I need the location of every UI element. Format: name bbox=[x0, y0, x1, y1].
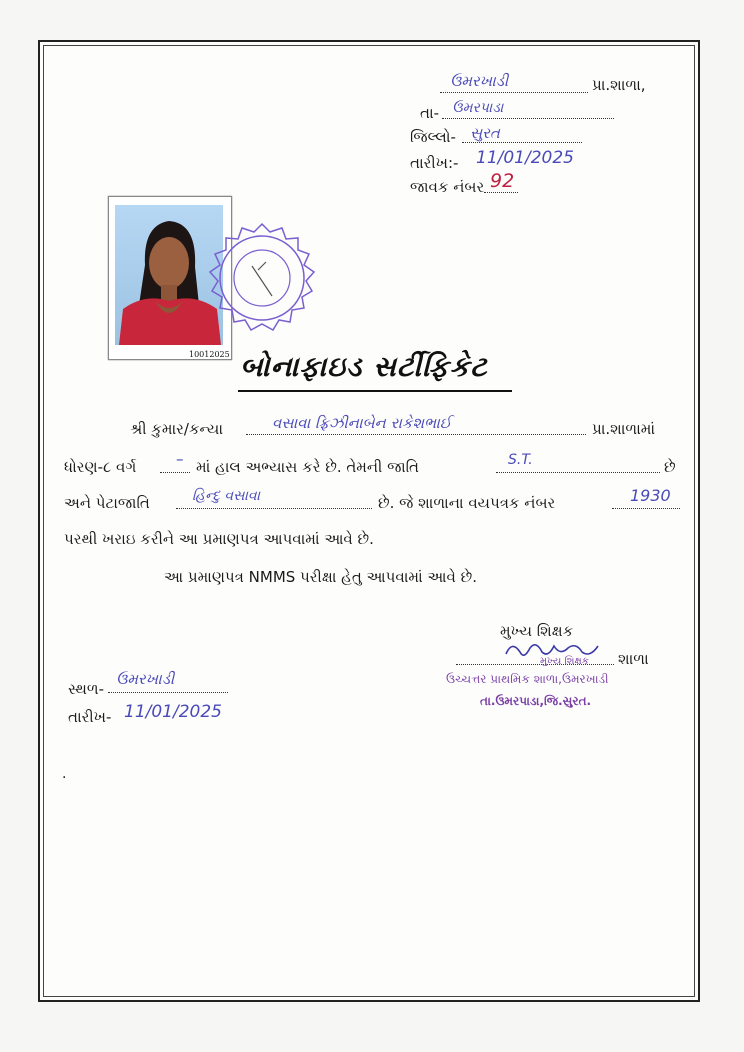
student-name: વસાવા ફ્રિઝીનાબેન રાકેશભાઈ bbox=[272, 414, 452, 432]
title-underline bbox=[238, 390, 512, 392]
district-line bbox=[462, 142, 582, 143]
place-value: ઉમરખાડી bbox=[116, 670, 175, 688]
place-line bbox=[108, 692, 228, 693]
body-line2-mid: માં હાલ અભ્યાસ કરે છે. તેમની જાતિ bbox=[196, 458, 419, 476]
stamp-school-name: ઉચ્ચત્તર પ્રાથમિક શાળા,ઉમરખાડી bbox=[446, 672, 609, 686]
school-name-line bbox=[440, 92, 588, 93]
register-line bbox=[612, 508, 680, 509]
body-line1-prefix: શ્રી કુમાર/કન્યા bbox=[130, 420, 224, 438]
student-name-line bbox=[246, 434, 586, 435]
body-line2-suffix: છે bbox=[664, 458, 676, 476]
district-value: સુરત bbox=[470, 124, 500, 142]
school-seal-stamp bbox=[196, 222, 328, 346]
district-label: જિલ્લો- bbox=[410, 128, 456, 146]
stamp-address: તા.ઉમરપાડા,જિ.સુરત. bbox=[480, 694, 592, 708]
outward-number-value: 92 bbox=[490, 170, 515, 192]
body-line5: આ પ્રમાણપત્ર NMMS પરીક્ષા હેતુ આપવામાં આવે છે. bbox=[164, 568, 477, 586]
body-line3-mid: છે. જે શાળાના વયપત્રક નંબર bbox=[378, 494, 556, 512]
date-label: તારીખ:- bbox=[410, 154, 459, 172]
body-line3-prefix: અને પેટાજાતિ bbox=[64, 494, 150, 512]
division-value: – bbox=[176, 450, 184, 468]
subcaste-value: હિન્દુ વસાવા bbox=[192, 488, 261, 504]
taluka-label: તા- bbox=[420, 104, 440, 122]
taluka-line bbox=[442, 118, 614, 119]
caste-value: S.T. bbox=[508, 452, 533, 468]
signature-line bbox=[456, 664, 614, 665]
school-word: શાળા bbox=[618, 650, 649, 668]
register-number: 1930 bbox=[630, 486, 671, 505]
outward-line bbox=[484, 192, 518, 193]
footer-date-label: તારીખ- bbox=[68, 708, 112, 726]
stamp-designation: મુખ્ય શિક્ષક bbox=[540, 656, 589, 667]
photo-id-number: 10012025 bbox=[189, 350, 230, 359]
body-line2-prefix: ધોરણ-૮ વર્ગ bbox=[64, 458, 137, 476]
stray-dot: · bbox=[62, 770, 67, 786]
header-date-value: 11/01/2025 bbox=[476, 148, 574, 168]
school-suffix: પ્રા.શાળા, bbox=[592, 76, 646, 94]
place-label: સ્થળ- bbox=[68, 680, 105, 698]
school-name-value: ઉમરખાડી bbox=[450, 72, 509, 90]
body-line4: પરથી ખરાઇ કરીને આ પ્રમાણપત્ર આપવામાં આવે છે. bbox=[64, 530, 374, 548]
body-line1-suffix: પ્રા.શાળામાં bbox=[592, 420, 656, 438]
certificate-border bbox=[38, 40, 700, 1002]
division-line bbox=[160, 472, 190, 473]
principal-title: મુખ્ય શિક્ષક bbox=[500, 622, 574, 640]
footer-date-value: 11/01/2025 bbox=[124, 702, 222, 722]
outward-number-label: જાવક નંબર bbox=[410, 178, 485, 196]
caste-line bbox=[496, 472, 660, 473]
subcaste-line bbox=[176, 508, 372, 509]
certificate-title: બોનાફાઇડ સર્ટીફિકેટ bbox=[240, 350, 488, 383]
taluka-value: ઉમરપાડા bbox=[452, 100, 504, 116]
